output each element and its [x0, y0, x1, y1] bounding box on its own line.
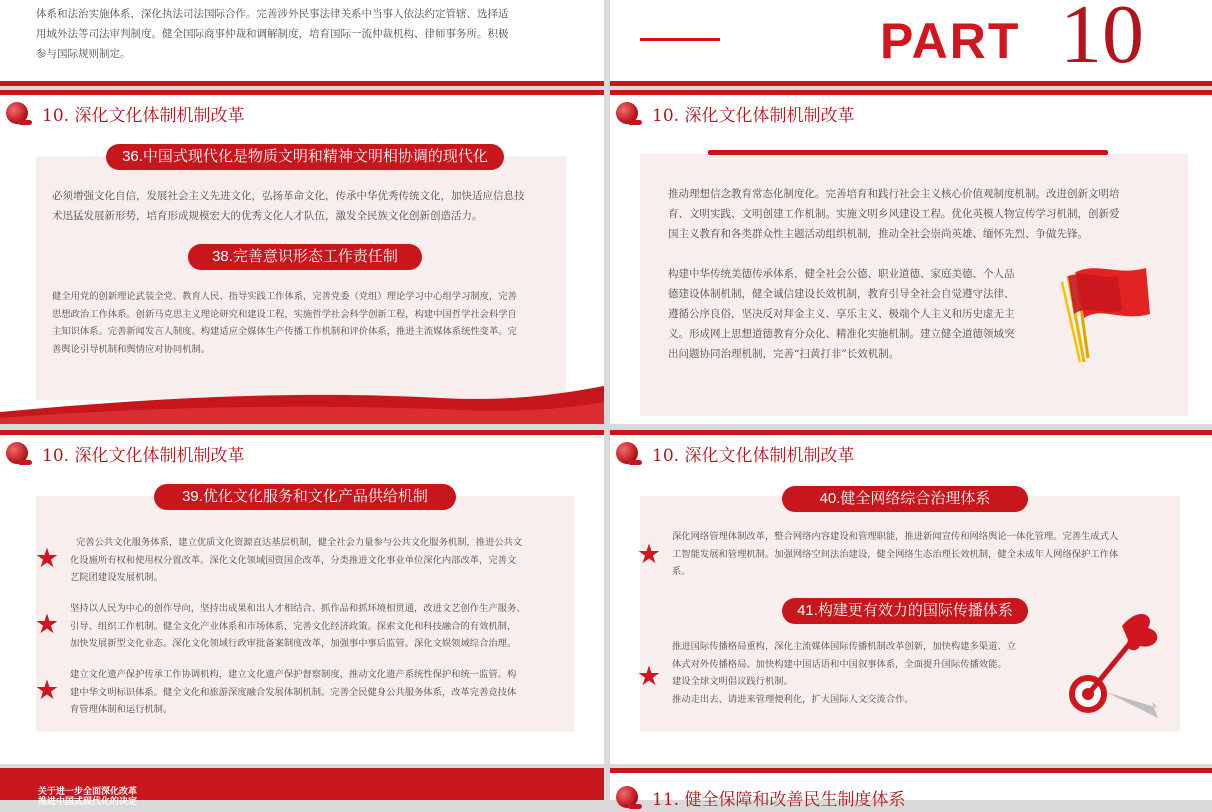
- slide-7: [0, 768, 604, 806]
- text-line: 术迅猛发展新形势，培育形成规模宏大的优秀文化人才队伍，激发全民族文化创新创造活力。: [52, 210, 483, 222]
- text-line: 艺院团建设发展机制。: [70, 572, 163, 583]
- bottom-rule: [0, 81, 604, 86]
- paragraph: [672, 638, 1092, 708]
- section-pill: 36.中国式现代化是物质文明和精神文明相协调的现代化: [106, 144, 504, 170]
- slide-header: [616, 782, 905, 812]
- paragraph: [668, 184, 1198, 244]
- slide-8: [610, 768, 1212, 810]
- list-item: [70, 666, 570, 719]
- section-pill: 39.优化文化服务和文化产品供给机制: [154, 484, 456, 510]
- text-line: 用域外法等司法审判制度。健全国际商事仲裁和调解制度，培育国际一流仲裁机构、律师事务所。积极: [36, 28, 509, 40]
- slide-2: [610, 0, 1212, 86]
- star-icon: ★: [636, 539, 662, 570]
- cover-text: [38, 786, 137, 806]
- text-line: 遵循公序良俗，坚决反对拜金主义、享乐主义、极端个人主义和历史虚无主: [668, 308, 1015, 320]
- slide-6: [610, 430, 1212, 764]
- slide-title: 10. 深化文化体制机制改革: [652, 105, 855, 126]
- pin-icon: [616, 442, 638, 464]
- flag-icon: [1058, 262, 1158, 366]
- accent-line: [640, 38, 720, 41]
- paragraph: [52, 186, 572, 226]
- slide-4: [610, 90, 1212, 424]
- dart-icon: [1066, 606, 1176, 726]
- text-line: 完善公共文化服务体系，建立优质文化资源直达基层机制，健全社会力量参与公共文化服务机制，推进公共文: [76, 537, 523, 548]
- slide-header: [6, 438, 244, 468]
- star-icon: ★: [34, 609, 60, 640]
- text-line: 育、文明实践、文明创建工作机制。实施文明乡风建设工程。优化英模人物宣传学习机制，创新爱: [668, 208, 1120, 220]
- text-line: 体式对外传播格局。加快构建中国话语和中国叙事体系，全面提升国际传播效能。: [672, 658, 1007, 670]
- text-line: 构建中华传统美德传承体系，健全社会公德、职业道德、家庭美德、个人品: [668, 268, 1015, 280]
- text-line: 国主义教育和各类群众性主题活动组织机制，推动全社会崇尚英雄、缅怀先烈、争做先锋。: [668, 228, 1088, 240]
- text-line: 德建设体制机制，健全诚信建设长效机制，教育引导全社会自觉遵守法律、: [668, 288, 1015, 300]
- paragraph: [668, 264, 1068, 364]
- pin-icon: [6, 102, 28, 124]
- text-line: 建中华文明标识体系。健全文化和旅游深度融合发展体制机制。完善全民健身公共服务体系，改革完善竞技体: [70, 686, 517, 698]
- text-line: 健全用党的创新理论武装全党、教育人民、指导实践工作体系，完善党委（党组）理论学习中心组学习制度，完善: [52, 291, 517, 302]
- text-line: 参与国际规则制定。: [36, 48, 131, 60]
- text-line: 系。: [672, 566, 691, 577]
- text-line: 引导、组织工作机制。健全文化产业体系和市场体系，完善文化经济政策。探索文化和科技融合的有效机制，: [70, 620, 517, 632]
- text-line: 义。形成网上思想道德教育分众化、精准化实施机制。建立健全道德领域突: [668, 328, 1015, 340]
- accent-bar: [708, 150, 1108, 155]
- top-rule: [0, 430, 604, 435]
- text-line: 坚持以人民为中心的创作导向，坚持出成果和出人才相结合、抓作品和抓环境相贯通，改进文艺创作生产服务、: [70, 603, 526, 614]
- top-rule: [610, 430, 1212, 435]
- slide-header: [6, 98, 244, 128]
- star-icon: ★: [34, 543, 60, 574]
- star-icon: ★: [34, 675, 60, 706]
- part-word: PART: [880, 13, 1021, 69]
- text-line: 加快发展新型文化业态。深化文化领域行政审批备案制度改革，加强事中事后监管。深化文娱领域综合治理。: [70, 638, 517, 649]
- paragraph: [672, 528, 1192, 581]
- slide-5: [0, 430, 604, 764]
- text-line: 主知识体系。完善新闻发言人制度。构建适应全媒体生产传播工作机制和评价体系，推进主流媒体系统性变革。完: [52, 326, 517, 337]
- pin-icon: [616, 786, 638, 808]
- text-line: 化设施所有权和使用权分置改革。深化文化领域国资国企改革，分类推进文化事业单位深化内部改革，完善文: [70, 554, 517, 566]
- slide1-text: [36, 4, 596, 64]
- paragraph: [52, 288, 572, 358]
- slide-header: [616, 98, 854, 128]
- slide-title: 10. 深化文化体制机制改革: [42, 105, 245, 126]
- text-line: 善舆论引导机制和舆情应对协同机制。: [52, 343, 211, 355]
- text-line: 推进国际传播格局重构，深化主流媒体国际传播机制改革创新，加快构建多渠道、立: [672, 641, 1016, 652]
- text-line: 建立文化遗产保护传承工作协调机构，建立文化遗产保护督察制度，推动文化遗产系统性保护和统一监管。构: [70, 669, 517, 680]
- top-rule: [610, 90, 1212, 95]
- text-line: 关于进一步全面深化改革: [38, 786, 138, 796]
- text-line: 深化网络管理体制改革，整合网络内容建设和管理职能，推进新闻宣传和网络舆论一体化管理。完善生成式人: [672, 531, 1119, 542]
- pin-icon: [6, 442, 28, 464]
- text-line: 推动理想信念教育常态化制度化。完善培育和践行社会主义核心价值观制度机制。改进创新文明培: [668, 188, 1120, 200]
- part-number: 10: [1060, 0, 1144, 81]
- text-line: 建设全球文明倡议践行机制。: [672, 676, 793, 687]
- text-line: 育管理体制和运行机制。: [70, 704, 173, 715]
- bottom-rule: [610, 81, 1212, 86]
- section-pill: 41.构建更有效力的国际传播体系: [782, 598, 1028, 624]
- top-rule: [0, 90, 604, 95]
- list-item: [70, 534, 570, 587]
- text-line: 体系和法治实施体系，深化执法司法国际合作。完善涉外民事法律关系中当事人依法约定管辖、选择适: [36, 8, 509, 20]
- text-line: 出问题协同治理机制，完善“扫黄打非”长效机制。: [668, 348, 900, 360]
- star-icon: ★: [636, 661, 662, 692]
- slide-title: 11. 健全保障和改善民生制度体系: [652, 789, 906, 810]
- text-line: 推进中国式现代化的决定: [38, 796, 138, 806]
- text-line: 推动走出去、请进来管理便利化，扩大国际人文交流合作。: [672, 693, 914, 705]
- pin-icon: [616, 102, 638, 124]
- text-line: 必须增强文化自信，发展社会主义先进文化，弘扬革命文化，传承中华优秀传统文化，加快适应信息技: [52, 190, 525, 202]
- red-wave-decoration: [0, 384, 604, 424]
- text-line: 思想政治工作体系。创新马克思主义理论研究和建设工程，实施哲学社会科学创新工程，构建中国哲学社会科学自: [52, 308, 517, 320]
- slide-header: [616, 438, 854, 468]
- text-line: 工智能发展和管理机制。加强网络空间法治建设，健全网络生态治理长效机制，健全未成年人网络保护工作体: [672, 548, 1119, 560]
- section-pill: 38.完善意识形态工作责任制: [188, 244, 422, 270]
- top-rule: [610, 768, 1212, 773]
- slide-3: [0, 90, 604, 424]
- slide-1: [0, 0, 604, 86]
- list-item: [70, 600, 570, 653]
- section-pill: 40.健全网络综合治理体系: [782, 486, 1028, 512]
- slide-title: 10. 深化文化体制机制改革: [652, 445, 855, 466]
- slide-title: 10. 深化文化体制机制改革: [42, 445, 245, 466]
